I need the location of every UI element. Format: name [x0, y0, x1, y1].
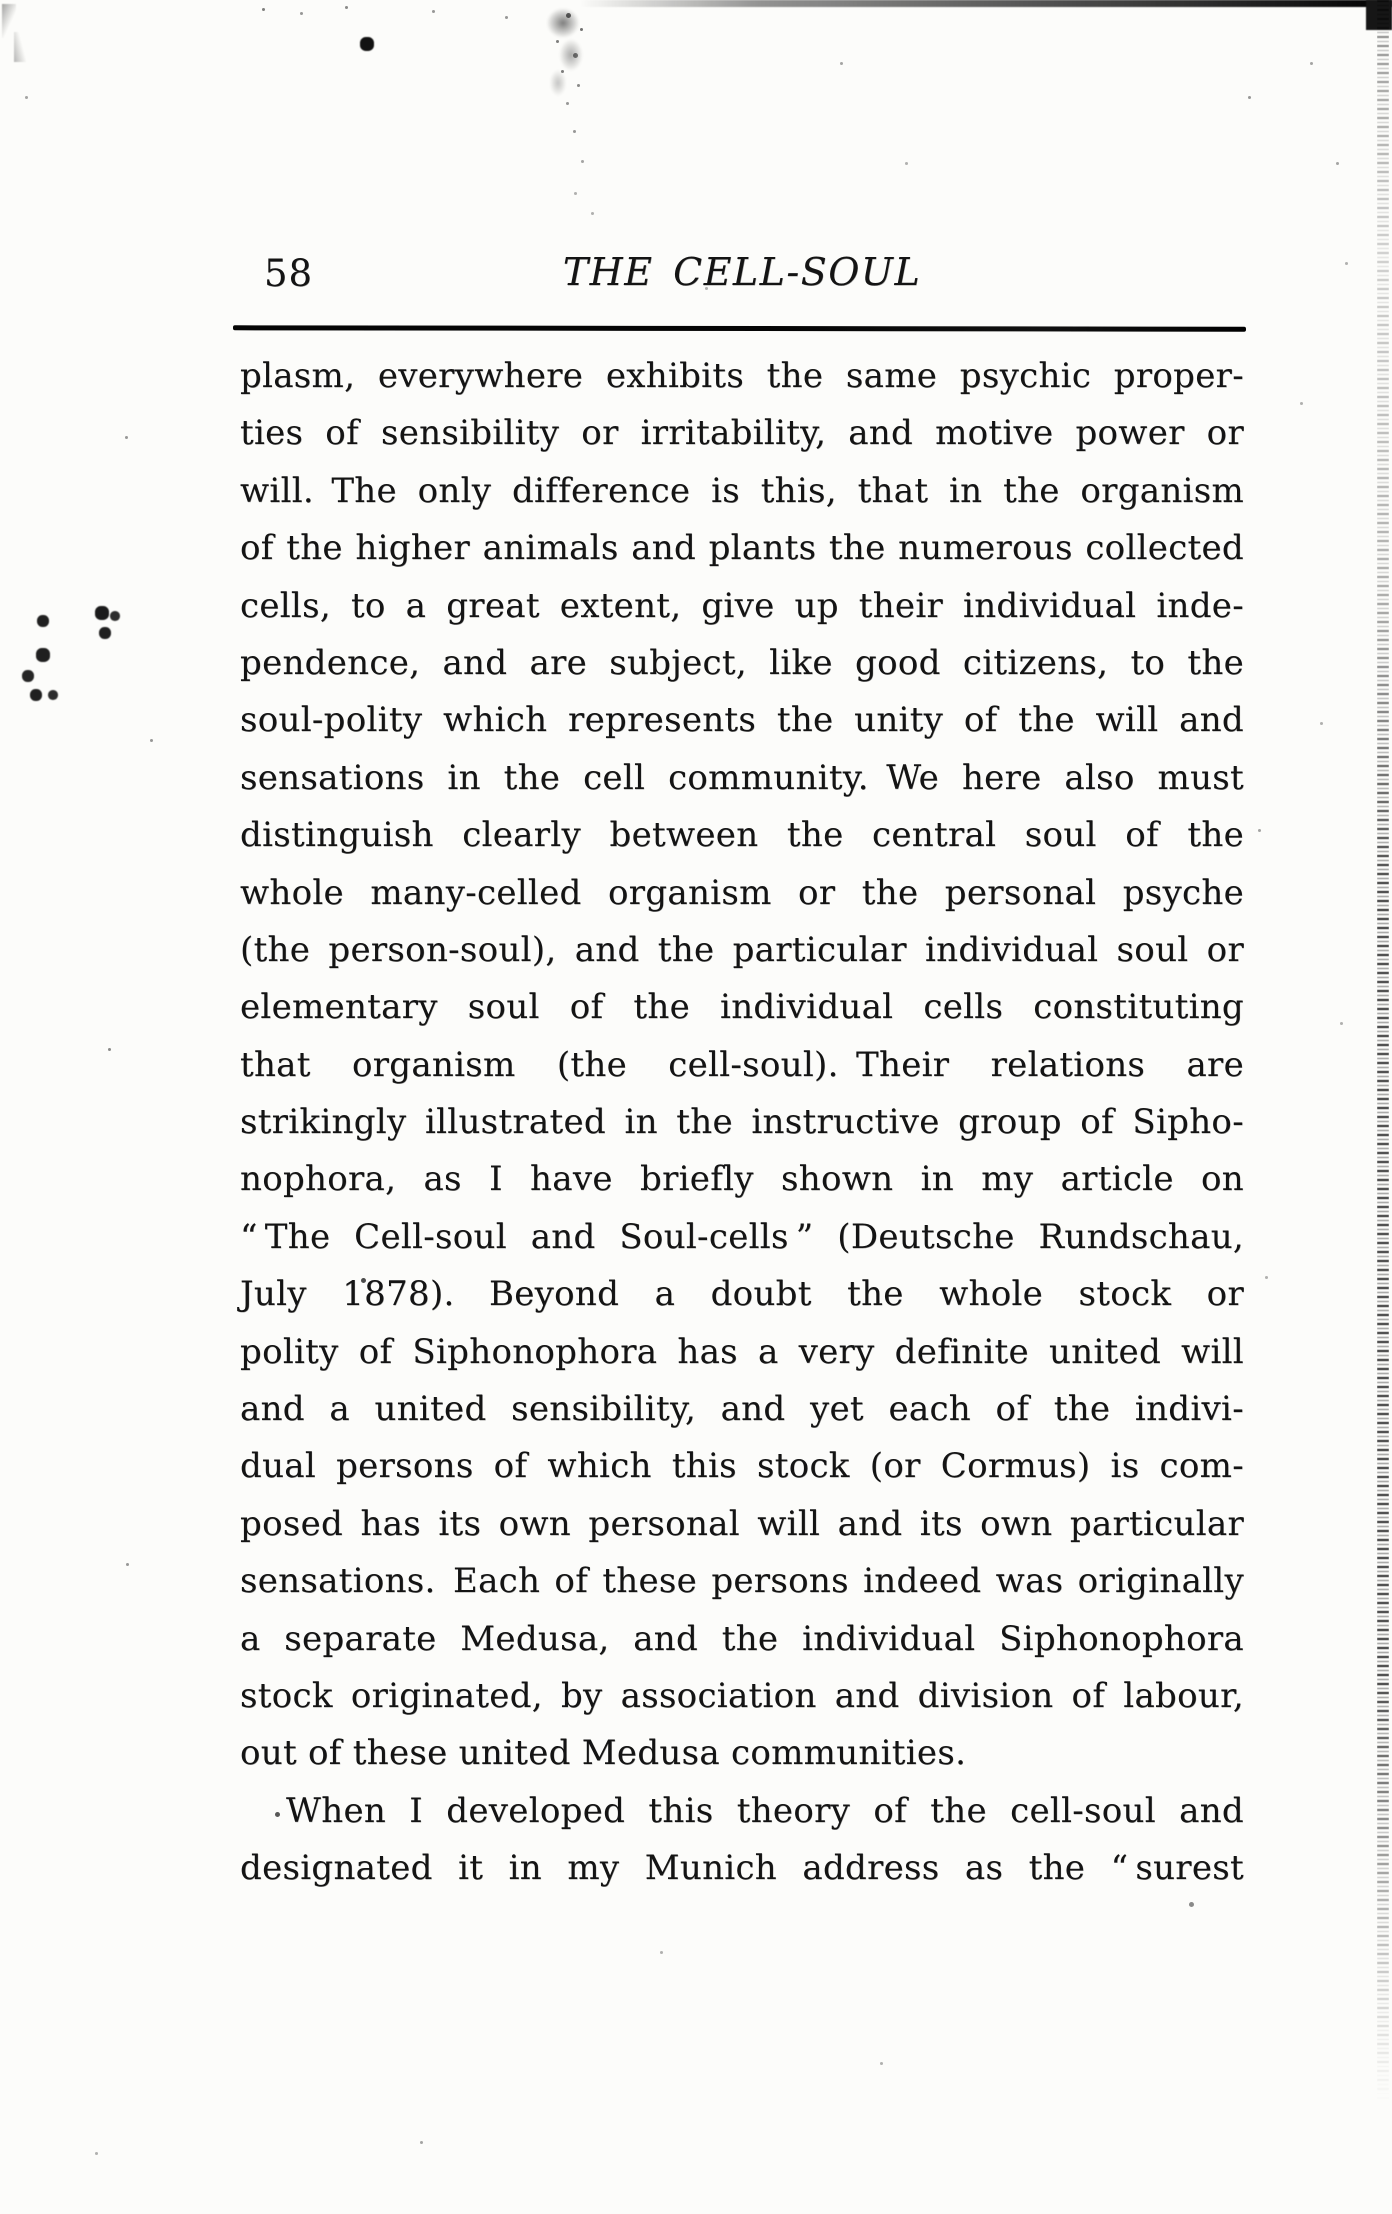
text-line: dual persons of which this stock (or Cormus) is com- — [240, 1446, 1244, 1487]
text-line: cells, to a great extent, give up their individual inde- — [240, 585, 1244, 626]
header-rule — [233, 325, 1246, 331]
text-line: whole many-celled organism or the personal psyche — [240, 872, 1244, 913]
text-line: “ The Cell-soul and Soul-cells ” (Deutsche Rundschau, — [240, 1216, 1244, 1257]
text-line: sensations. Each of these persons indeed was originally — [240, 1561, 1244, 1602]
running-head-title: THE CELL-SOUL — [562, 250, 922, 294]
text-line: distinguish clearly between the central soul of the — [240, 815, 1244, 856]
text-line: ties of sensibility or irritability, and motive power or — [240, 413, 1244, 454]
body-text — [240, 348, 1244, 1898]
scan-smudge — [528, 0, 608, 105]
text-line: polity of Siphonophora has a very definite united will — [240, 1331, 1244, 1372]
page-edge-shadow — [1377, 0, 1389, 2105]
text-line: stock originated, by association and division of labour, — [240, 1675, 1244, 1716]
text-line: of the higher animals and plants the numerous collected — [240, 528, 1244, 569]
text-line: designated it in my Munich address as the “ surest — [240, 1848, 1244, 1889]
text-line: When I developed this theory of the cell-soul and — [286, 1790, 1244, 1831]
scan-top-edge-shadow — [580, 0, 1392, 7]
text-line: that organism (the cell-soul). Their relations are — [240, 1044, 1244, 1085]
text-line: sensations in the cell community. We here also must — [240, 757, 1244, 798]
text-line: pendence, and are subject, like good citizens, to the — [240, 642, 1244, 683]
text-line: July 1878). Beyond a doubt the whole stock or — [240, 1274, 1244, 1315]
scan-corner-marks — [2, 4, 32, 74]
text-line: will. The only difference is this, that in the organism — [240, 470, 1244, 511]
text-line: strikingly illustrated in the instructive group of Sipho- — [240, 1102, 1244, 1143]
ink-specks — [0, 0, 3, 3]
text-line: and a united sensibility, and yet each of the indivi- — [240, 1389, 1244, 1430]
text-line: out of these united Medusa communities. — [240, 1733, 967, 1774]
text-line: plasm, everywhere exhibits the same psychic proper- — [240, 356, 1244, 396]
text-line: posed has its own personal will and its own particular — [240, 1503, 1244, 1544]
scan-corner-shadow — [1366, 0, 1392, 30]
text-line: (the person-soul), and the particular individual soul or — [240, 929, 1244, 970]
text-line: elementary soul of the individual cells constituting — [240, 987, 1244, 1028]
text-line: a separate Medusa, and the individual Siphonophora — [240, 1618, 1244, 1659]
text-line: soul-polity which represents the unity of the will and — [240, 700, 1244, 741]
running-head — [240, 250, 1244, 298]
text-line: nophora, as I have briefly shown in my article on — [240, 1159, 1244, 1200]
page-number: 58 — [264, 252, 314, 295]
ink-speck-cluster — [0, 0, 4, 4]
